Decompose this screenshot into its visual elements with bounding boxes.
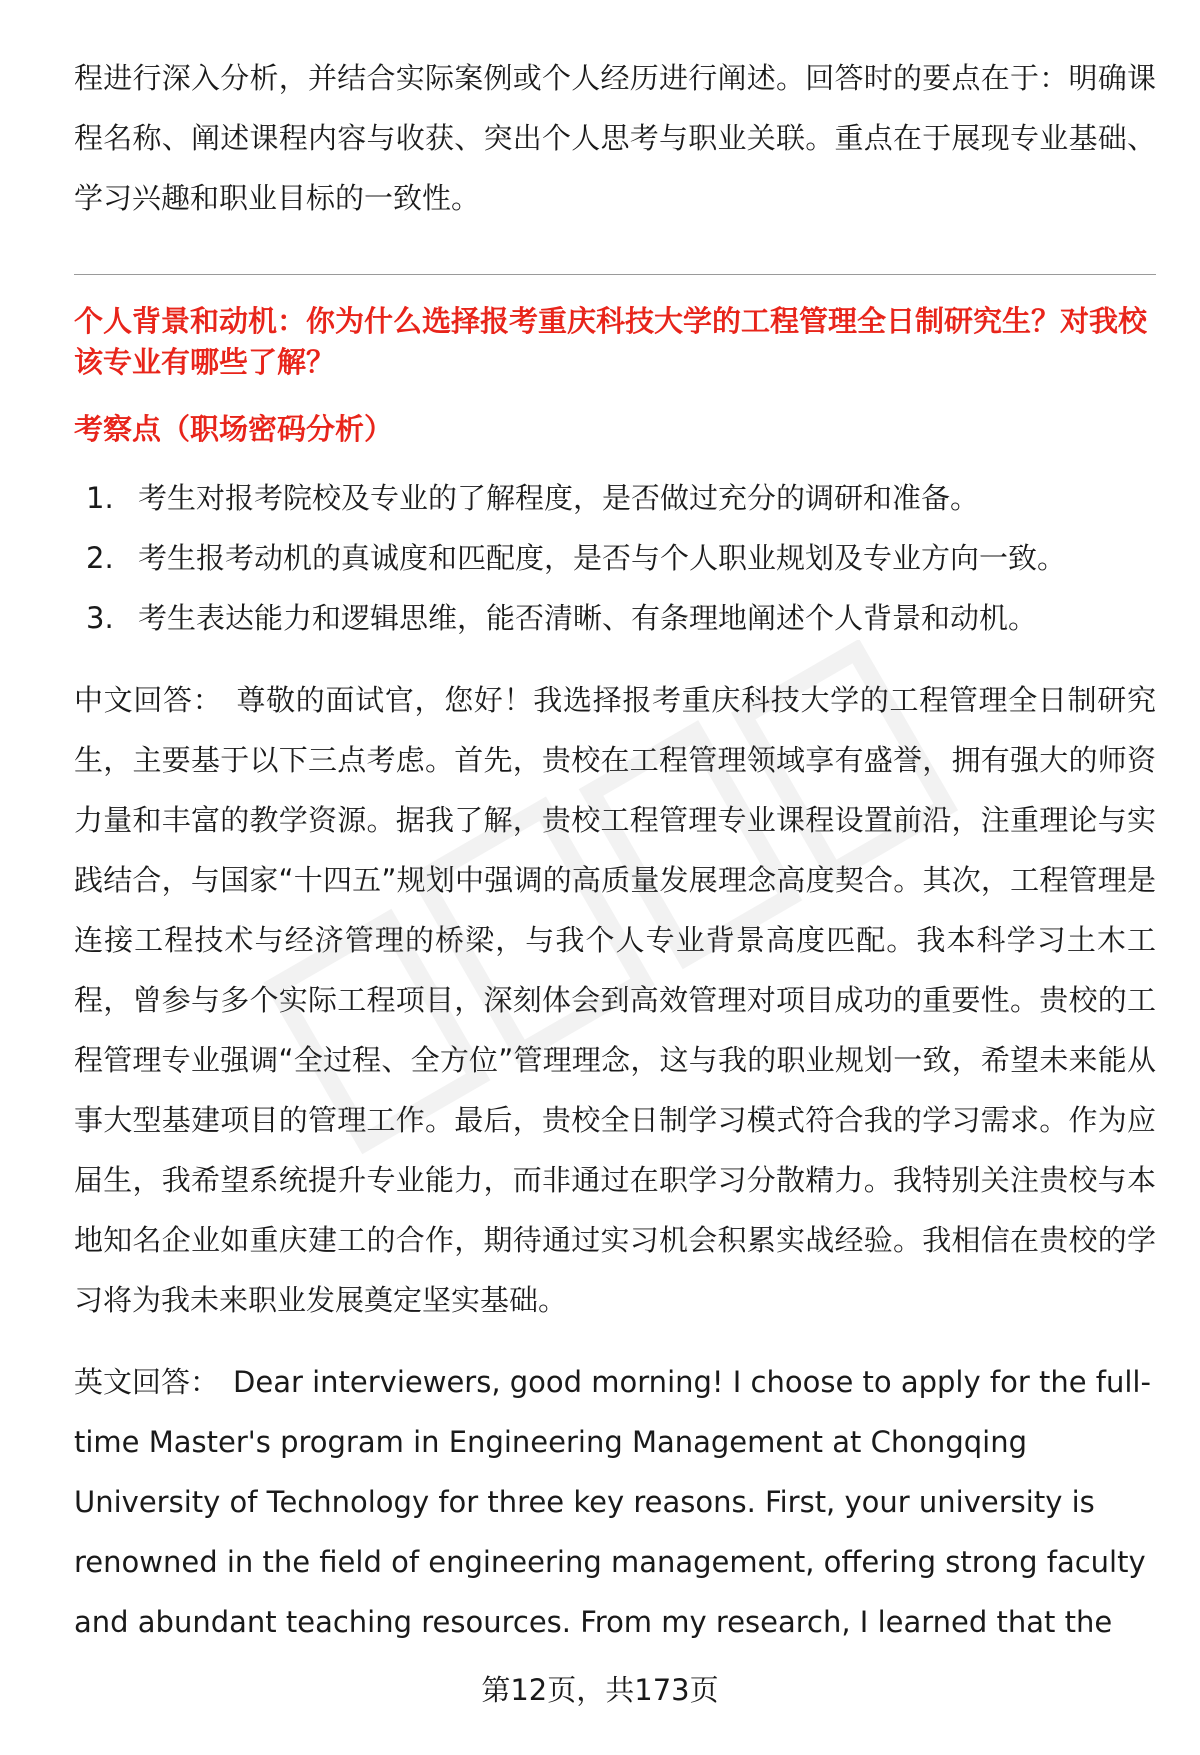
document-page: [74, 48, 1156, 1652]
list-item-number: 3.: [86, 601, 114, 635]
english-answer-label: 英文回答：: [74, 1365, 220, 1399]
list-item-number: 1.: [86, 481, 114, 515]
list-item-text: 考生表达能力和逻辑思维，能否清晰、有条理地阐述个人背景和动机。: [138, 601, 1038, 635]
assessment-heading: 考察点（职场密码分析）: [74, 412, 394, 446]
list-item-text: 考生对报考院校及专业的了解程度，是否做过充分的调研和准备。: [138, 481, 980, 515]
list-item: [74, 588, 1156, 648]
list-item: [74, 528, 1156, 588]
assessment-points-list: [74, 468, 1156, 648]
english-answer-paragraph: [74, 1352, 1156, 1652]
page-indicator: 第12页，共173页: [481, 1673, 719, 1707]
question-title: 个人背景和动机：你为什么选择报考重庆科技大学的工程管理全日制研究生？对我校该专业有哪些了解？: [74, 304, 1148, 379]
english-answer-text: Dear interviewers, good morning! I choose to apply for the full-time Master's program in Engineering Management at Chongqing University of Technology for three key reasons. First, your university is renowned in the field of engineering management, offering strong faculty and abundant teaching resources. From my research, I learned that the: [74, 1365, 1151, 1639]
list-item-number: 2.: [86, 541, 114, 575]
list-item-text: 考生报考动机的真诚度和匹配度，是否与个人职业规划及专业方向一致。: [138, 541, 1067, 575]
chinese-answer-label: 中文回答：: [74, 683, 223, 717]
chinese-answer-text: 尊敬的面试官，您好！我选择报考重庆科技大学的工程管理全日制研究生，主要基于以下三点考虑。首先，贵校在工程管理领域享有盛誉，拥有强大的师资力量和丰富的教学资源。据我了解，贵校工程管理专业课程设置前沿，注重理论与实践结合，与国家“十四五”规划中强调的高质量发展理念高度契合。其次，工程管理是连接工程技术与经济管理的桥梁，与我个人专业背景高度匹配。我本科学习土木工程，曾参与多个实际工程项目，深刻体会到高效管理对项目成功的重要性。贵校的工程管理专业强调“全过程、全方位”管理理念，这与我的职业规划一致，希望未来能从事大型基建项目的管理工作。最后，贵校全日制学习模式符合我的学习需求。作为应届生，我希望系统提升专业能力，而非通过在职学习分散精力。我特别关注贵校与本地知名企业如重庆建工的合作，期待通过实习机会积累实战经验。我相信在贵校的学习将为我未来职业发展奠定坚实基础。: [74, 683, 1156, 1317]
chinese-answer-paragraph: [74, 670, 1156, 1330]
list-item: [74, 468, 1156, 528]
intro-paragraph: 程进行深入分析，并结合实际案例或个人经历进行阐述。回答时的要点在于：明确课程名称、阐述课程内容与收获、突出个人思考与职业关联。重点在于展现专业基础、学习兴趣和职业目标的一致性。: [74, 61, 1156, 215]
section-divider: [74, 274, 1156, 275]
